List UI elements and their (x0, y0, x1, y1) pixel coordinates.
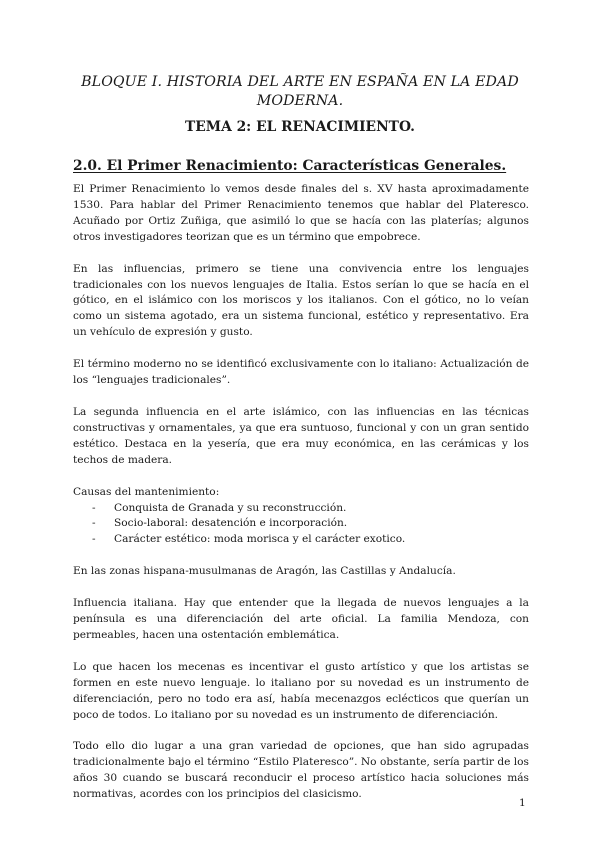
paragraph-5: En las zonas hispana-musulmanas de Aragón, las Castillas y Andalucía. (73, 565, 456, 578)
paragraph-1: El Primer Renacimiento lo vemos desde finales del s. XV hasta aproximadamente 1530. Para hablar del Primer Renacimiento tenemos que hablar del Plateresco. Acuñado por Ortiz Zuñiga, que asimiló lo que se hacía con las platerías; algunos otros investigadores teorizan que es un término que empobrece. (73, 183, 529, 243)
paragraph-3: El término moderno no se identificó exclusivamente con lo italiano: Actualización de los “lenguajes tradicionales”. (73, 358, 529, 387)
bullet-dash: - (92, 533, 96, 546)
bullet-dash: - (92, 517, 96, 530)
list-item (92, 501, 529, 517)
paragraph-7: Lo que hacen los mecenas es incentivar el gusto artístico y que los artistas se formen en este nuevo lenguaje. lo italiano por su novedad es un instrumento de diferenciación, pero no todo era así, había mecenazgos eclécticos que querían un poco de todos. Lo italiano por su novedad es un instrumento de diferenciación. (73, 660, 529, 721)
bloque-title: BLOQUE I. HISTORIA DEL ARTE EN ESPAÑA EN LA EDAD MODERNA. (81, 74, 519, 109)
causes-intro: Causas del mantenimiento: (73, 485, 220, 498)
list-item (92, 516, 529, 532)
tema-title: TEMA 2: EL RENACIMIENTO. (185, 119, 415, 135)
section-heading: 2.0. El Primer Renacimiento: Características Generales. (73, 158, 507, 174)
page-number: 1 (519, 797, 526, 809)
paragraph-8: Todo ello dio lugar a una gran variedad de opciones, que han sido agrupadas tradicionalmente bajo el término “Estilo Plateresco”. No obstante, sería partir de los años 30 cuando se buscará reconducir el proceso artístico hacia soluciones más normativas, acordes con los principios del clasicismo. (73, 740, 529, 801)
document-body (73, 182, 529, 819)
paragraph-2: En las influencias, primero se tiene una convivencia entre los lenguajes tradicionales con los nuevos lenguajes de Italia. Estos serían lo que se hacía en el gótico, en el islámico con los moriscos y los italianos. Con el gótico, no lo veían como un sistema agotado, era un sistema funcional, estético y representativo. Era un vehículo de expresión y gusto. (73, 262, 529, 339)
bullet-dash: - (92, 501, 96, 514)
paragraph-6: Influencia italiana. Hay que entender que la llegada de nuevos lenguajes a la península es una diferenciación del arte oficial. La familia Mendoza, con permeables, hacen una ostentación emblemática. (73, 597, 529, 641)
causes-list-block (73, 485, 529, 549)
list-item-text: Conquista de Granada y su reconstrucción. (114, 501, 347, 514)
list-item (92, 532, 529, 548)
list-item-text: Carácter estético: moda morisca y el carácter exotico. (114, 533, 406, 546)
list-item-text: Socio-laboral: desatención e incorporación. (114, 517, 348, 530)
causes-list (73, 501, 529, 549)
paragraph-4: La segunda influencia en el arte islámico, con las influencias en las técnicas constructivas y ornamentales, ya que era suntuoso, funcional y con un gran sentido estético. Destaca en la yesería, que era muy económica, en las cerámicas y los techos de madera. (73, 405, 529, 466)
